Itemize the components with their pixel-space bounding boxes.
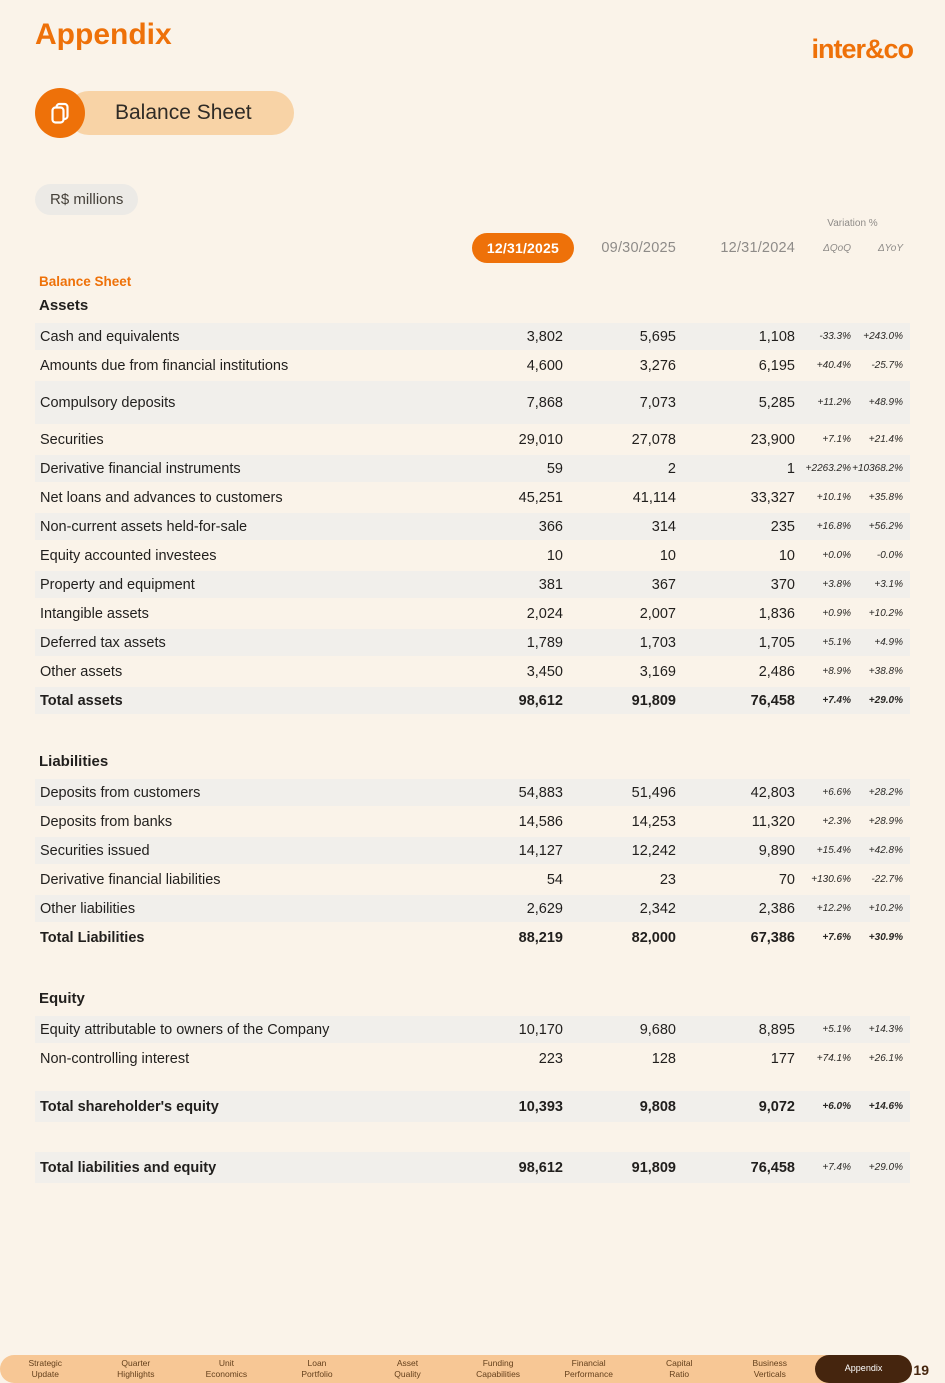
cell-prior-year: 33,327 xyxy=(750,489,795,506)
table-row xyxy=(35,455,910,484)
cell-qoq: +5.1% xyxy=(822,637,851,648)
row-label: Securities issued xyxy=(40,842,150,859)
cell-qoq: +10.1% xyxy=(816,492,851,503)
cell-yoy: +14.6% xyxy=(868,1101,903,1112)
cell-yoy: +30.9% xyxy=(868,932,903,943)
cell-qoq: +8.9% xyxy=(822,666,851,677)
cell-yoy: +14.3% xyxy=(868,1024,903,1035)
table-row xyxy=(35,571,910,600)
cell-previous: 2,342 xyxy=(639,900,676,917)
cell-qoq: +7.4% xyxy=(822,695,851,706)
table-row xyxy=(35,600,910,629)
cell-yoy: +10.2% xyxy=(868,608,903,619)
cell-yoy: +56.2% xyxy=(868,521,903,532)
section-badge-label: Balance Sheet xyxy=(67,91,294,135)
table-row xyxy=(35,837,910,866)
column-header-yoy: ΔYoY xyxy=(877,242,903,254)
table-section xyxy=(35,296,910,716)
page-number: 19 xyxy=(913,1362,929,1378)
cell-yoy: +26.1% xyxy=(868,1053,903,1064)
footer-tab-business-verticals[interactable] xyxy=(725,1358,816,1379)
row-label: Net loans and advances to customers xyxy=(40,489,283,506)
cell-prior-year: 11,320 xyxy=(751,813,795,830)
row-label: Non-controlling interest xyxy=(40,1050,190,1067)
row-label: Other assets xyxy=(40,663,123,680)
cell-previous: 128 xyxy=(651,1050,676,1067)
cell-prior-year: 1 xyxy=(786,460,795,477)
cell-current: 366 xyxy=(538,518,563,535)
cell-current: 98,612 xyxy=(518,1159,563,1176)
cell-prior-year: 67,386 xyxy=(750,929,795,946)
row-label: Deposits from customers xyxy=(40,784,201,801)
cell-qoq: +2.3% xyxy=(822,816,851,827)
unit-pill: R$ millions xyxy=(35,184,138,215)
row-label: Property and equipment xyxy=(40,576,195,593)
row-label: Total liabilities and equity xyxy=(40,1159,217,1176)
cell-prior-year: 76,458 xyxy=(750,692,795,709)
cell-prior-year: 235 xyxy=(770,518,795,535)
footer-tab-label: Quarter xyxy=(121,1358,151,1369)
table-row xyxy=(35,658,910,687)
footer-tab-unit-economics[interactable] xyxy=(181,1358,272,1379)
row-label: Non-current assets held-for-sale xyxy=(40,518,248,535)
footer-tab-label: Highlights xyxy=(117,1369,155,1379)
cell-current: 3,802 xyxy=(526,328,563,345)
footer-tab-strategic-update[interactable] xyxy=(0,1358,91,1379)
cell-yoy: +29.0% xyxy=(868,1162,903,1173)
cell-prior-year: 1,108 xyxy=(758,328,795,345)
cell-current: 3,450 xyxy=(526,663,563,680)
copy-icon xyxy=(35,88,85,138)
cell-current: 54 xyxy=(546,871,563,888)
footer-tab-loan-portfolio[interactable] xyxy=(272,1358,363,1379)
cell-qoq: +3.8% xyxy=(822,579,851,590)
row-label: Total assets xyxy=(40,692,123,709)
cell-current: 45,251 xyxy=(518,489,563,506)
cell-prior-year: 76,458 xyxy=(750,1159,795,1176)
footer-tab-label: Capabilities xyxy=(476,1369,521,1379)
table-row xyxy=(35,513,910,542)
section-header: Liabilities xyxy=(39,753,109,770)
cell-current: 59 xyxy=(546,460,563,477)
column-header-prior-year: 12/31/2024 xyxy=(720,240,795,256)
cell-qoq: +7.6% xyxy=(822,932,851,943)
cell-yoy: -25.7% xyxy=(871,360,903,371)
footer-tab-label: Update xyxy=(31,1369,59,1379)
footer-tab-label: Quality xyxy=(394,1369,421,1379)
cell-previous: 1,703 xyxy=(639,634,676,651)
cell-current: 14,127 xyxy=(518,842,563,859)
column-header-current: 12/31/2025 xyxy=(472,233,574,263)
cell-qoq: +0.9% xyxy=(822,608,851,619)
row-label: Derivative financial instruments xyxy=(40,460,241,477)
cell-yoy: +35.8% xyxy=(868,492,903,503)
cell-previous: 367 xyxy=(651,576,676,593)
cell-previous: 82,000 xyxy=(631,929,676,946)
footer-tab-quarter-highlights[interactable] xyxy=(91,1358,182,1379)
footer-tab-label: Portfolio xyxy=(301,1369,333,1379)
cell-current: 7,868 xyxy=(526,394,563,411)
table-row xyxy=(35,779,910,808)
table-body xyxy=(35,296,910,1185)
cell-qoq: +74.1% xyxy=(816,1053,851,1064)
footer-tab-label: Business xyxy=(752,1358,788,1369)
column-header-qoq: ΔQoQ xyxy=(823,242,851,254)
cell-prior-year: 42,803 xyxy=(750,784,795,801)
slide xyxy=(0,18,945,1185)
cell-qoq: +7.1% xyxy=(822,434,851,445)
footer-tab-capital-ratio[interactable] xyxy=(634,1358,725,1379)
cell-previous: 91,809 xyxy=(631,1159,676,1176)
table-row xyxy=(35,866,910,895)
cell-current: 14,586 xyxy=(518,813,563,830)
table-row xyxy=(35,924,910,953)
cell-current: 88,219 xyxy=(518,929,563,946)
cell-yoy: +21.4% xyxy=(868,434,903,445)
cell-prior-year: 10 xyxy=(778,547,795,564)
footer-tab-label: Performance xyxy=(564,1369,613,1379)
cell-previous: 9,680 xyxy=(639,1021,676,1038)
cell-previous: 23 xyxy=(659,871,676,888)
cell-prior-year: 370 xyxy=(770,576,795,593)
cell-current: 29,010 xyxy=(518,431,563,448)
cell-previous: 12,242 xyxy=(631,842,676,859)
cell-previous: 9,808 xyxy=(639,1098,676,1115)
cell-prior-year: 6,195 xyxy=(758,357,795,374)
row-label: Equity accounted investees xyxy=(40,547,217,564)
section-header: Equity xyxy=(39,990,85,1007)
cell-prior-year: 70 xyxy=(778,871,795,888)
footer-tab-label: Verticals xyxy=(753,1369,786,1379)
footer-tab-asset-quality[interactable] xyxy=(362,1358,453,1379)
column-header-previous: 09/30/2025 xyxy=(601,240,676,256)
footer-tab-label: Economics xyxy=(205,1369,248,1379)
cell-previous: 91,809 xyxy=(631,692,676,709)
table-row xyxy=(35,895,910,924)
table-row xyxy=(35,1016,910,1045)
footer-tab-financial-performance[interactable] xyxy=(543,1358,634,1379)
cell-qoq: +6.6% xyxy=(822,787,851,798)
cell-prior-year: 9,072 xyxy=(758,1098,795,1115)
table-row xyxy=(35,426,910,455)
cell-qoq: +40.4% xyxy=(816,360,851,371)
footer-tab-label: Ratio xyxy=(669,1369,690,1379)
cell-current: 10 xyxy=(546,547,563,564)
footer-tab-label: Unit xyxy=(218,1358,234,1369)
table-row xyxy=(35,1091,910,1124)
cell-current: 2,024 xyxy=(526,605,563,622)
cell-prior-year: 1,705 xyxy=(758,634,795,651)
table-header xyxy=(35,217,910,265)
cell-qoq: +130.6% xyxy=(811,874,851,885)
cell-yoy: -0.0% xyxy=(876,550,903,561)
cell-yoy: +29.0% xyxy=(868,695,903,706)
cell-qoq: +2263.2% xyxy=(805,463,851,474)
table-row xyxy=(35,381,910,426)
cell-current: 381 xyxy=(538,576,563,593)
cell-qoq: +5.1% xyxy=(822,1024,851,1035)
cell-prior-year: 177 xyxy=(770,1050,795,1067)
section-header: Assets xyxy=(39,297,89,314)
cell-previous: 2,007 xyxy=(639,605,676,622)
footer-tab-label: Asset xyxy=(396,1358,419,1369)
table-row xyxy=(35,352,910,381)
cell-previous: 5,695 xyxy=(639,328,676,345)
table-row xyxy=(35,808,910,837)
row-label: Deferred tax assets xyxy=(40,634,166,651)
cell-qoq: +16.8% xyxy=(816,521,851,532)
cell-prior-year: 5,285 xyxy=(758,394,795,411)
cell-prior-year: 2,386 xyxy=(758,900,795,917)
cell-previous: 10 xyxy=(659,547,676,564)
cell-previous: 314 xyxy=(651,518,676,535)
cell-yoy: +28.2% xyxy=(868,787,903,798)
table-section xyxy=(35,752,910,953)
row-label: Derivative financial liabilities xyxy=(40,871,221,888)
cell-previous: 3,169 xyxy=(639,663,676,680)
row-label: Cash and equivalents xyxy=(40,328,180,345)
row-label: Total Liabilities xyxy=(40,929,145,946)
variation-header: Variation % xyxy=(827,218,878,229)
cell-current: 10,170 xyxy=(518,1021,563,1038)
row-label: Equity attributable to owners of the Company xyxy=(40,1021,330,1038)
row-label: Deposits from banks xyxy=(40,813,173,830)
cell-current: 2,629 xyxy=(526,900,563,917)
footer-tab-label: Strategic xyxy=(28,1358,63,1369)
cell-yoy: +38.8% xyxy=(868,666,903,677)
row-label: Amounts due from financial institutions xyxy=(40,357,289,374)
interco-logo: inter&co xyxy=(811,34,913,64)
table-row xyxy=(35,323,910,352)
page-title: Appendix xyxy=(35,18,172,51)
cell-yoy: +42.8% xyxy=(868,845,903,856)
cell-yoy: +3.1% xyxy=(874,579,903,590)
cell-previous: 7,073 xyxy=(639,394,676,411)
cell-prior-year: 1,836 xyxy=(758,605,795,622)
cell-current: 1,789 xyxy=(526,634,563,651)
table-row xyxy=(35,1045,910,1074)
row-label: Intangible assets xyxy=(40,605,149,622)
table-row xyxy=(35,687,910,716)
cell-qoq: +15.4% xyxy=(816,845,851,856)
cell-prior-year: 2,486 xyxy=(758,663,795,680)
cell-yoy: +4.9% xyxy=(874,637,903,648)
footer-tab-label: Financial xyxy=(571,1358,606,1369)
cell-prior-year: 23,900 xyxy=(750,431,795,448)
cell-previous: 41,114 xyxy=(632,489,676,506)
cell-previous: 3,276 xyxy=(639,357,676,374)
cell-current: 98,612 xyxy=(518,692,563,709)
row-label: Total shareholder's equity xyxy=(40,1098,219,1115)
cell-qoq: +12.2% xyxy=(816,903,851,914)
row-label: Securities xyxy=(40,431,104,448)
table-group-label: Balance Sheet xyxy=(39,274,132,289)
table-section xyxy=(35,989,910,1185)
cell-prior-year: 9,890 xyxy=(758,842,795,859)
footer-tab-label: Funding xyxy=(482,1358,514,1369)
cell-qoq: +11.2% xyxy=(817,397,851,408)
cell-previous: 27,078 xyxy=(631,431,676,448)
cell-yoy: +10.2% xyxy=(868,903,903,914)
cell-qoq: -33.3% xyxy=(819,331,851,342)
cell-qoq: +7.4% xyxy=(822,1162,851,1173)
cell-previous: 51,496 xyxy=(631,784,676,801)
section-badge xyxy=(35,88,910,138)
cell-current: 10,393 xyxy=(518,1098,563,1115)
table-row xyxy=(35,542,910,571)
cell-qoq: +0.0% xyxy=(822,550,851,561)
cell-previous: 2 xyxy=(667,460,676,477)
footer-tab-funding-capabilities[interactable] xyxy=(453,1358,544,1379)
row-label: Other liabilities xyxy=(40,900,136,917)
cell-current: 4,600 xyxy=(526,357,563,374)
cell-yoy: +10368.2% xyxy=(852,463,903,474)
footer-nav xyxy=(0,1355,912,1383)
footer-tab-label: Appendix xyxy=(844,1363,883,1374)
table-row xyxy=(35,484,910,513)
cell-yoy: +48.9% xyxy=(868,397,903,408)
cell-current: 54,883 xyxy=(518,784,563,801)
row-label: Compulsory deposits xyxy=(40,394,176,411)
cell-yoy: +28.9% xyxy=(868,816,903,827)
cell-current: 223 xyxy=(538,1050,563,1067)
footer-tab-appendix[interactable] xyxy=(815,1355,912,1383)
footer-tab-label: Loan xyxy=(307,1358,327,1369)
footer-tab-label: Capital xyxy=(665,1358,693,1369)
cell-yoy: -22.7% xyxy=(871,874,903,885)
cell-prior-year: 8,895 xyxy=(758,1021,795,1038)
table-row xyxy=(35,629,910,658)
table-row xyxy=(35,1152,910,1185)
cell-yoy: +243.0% xyxy=(863,331,903,342)
cell-previous: 14,253 xyxy=(631,813,676,830)
cell-qoq: +6.0% xyxy=(822,1101,851,1112)
